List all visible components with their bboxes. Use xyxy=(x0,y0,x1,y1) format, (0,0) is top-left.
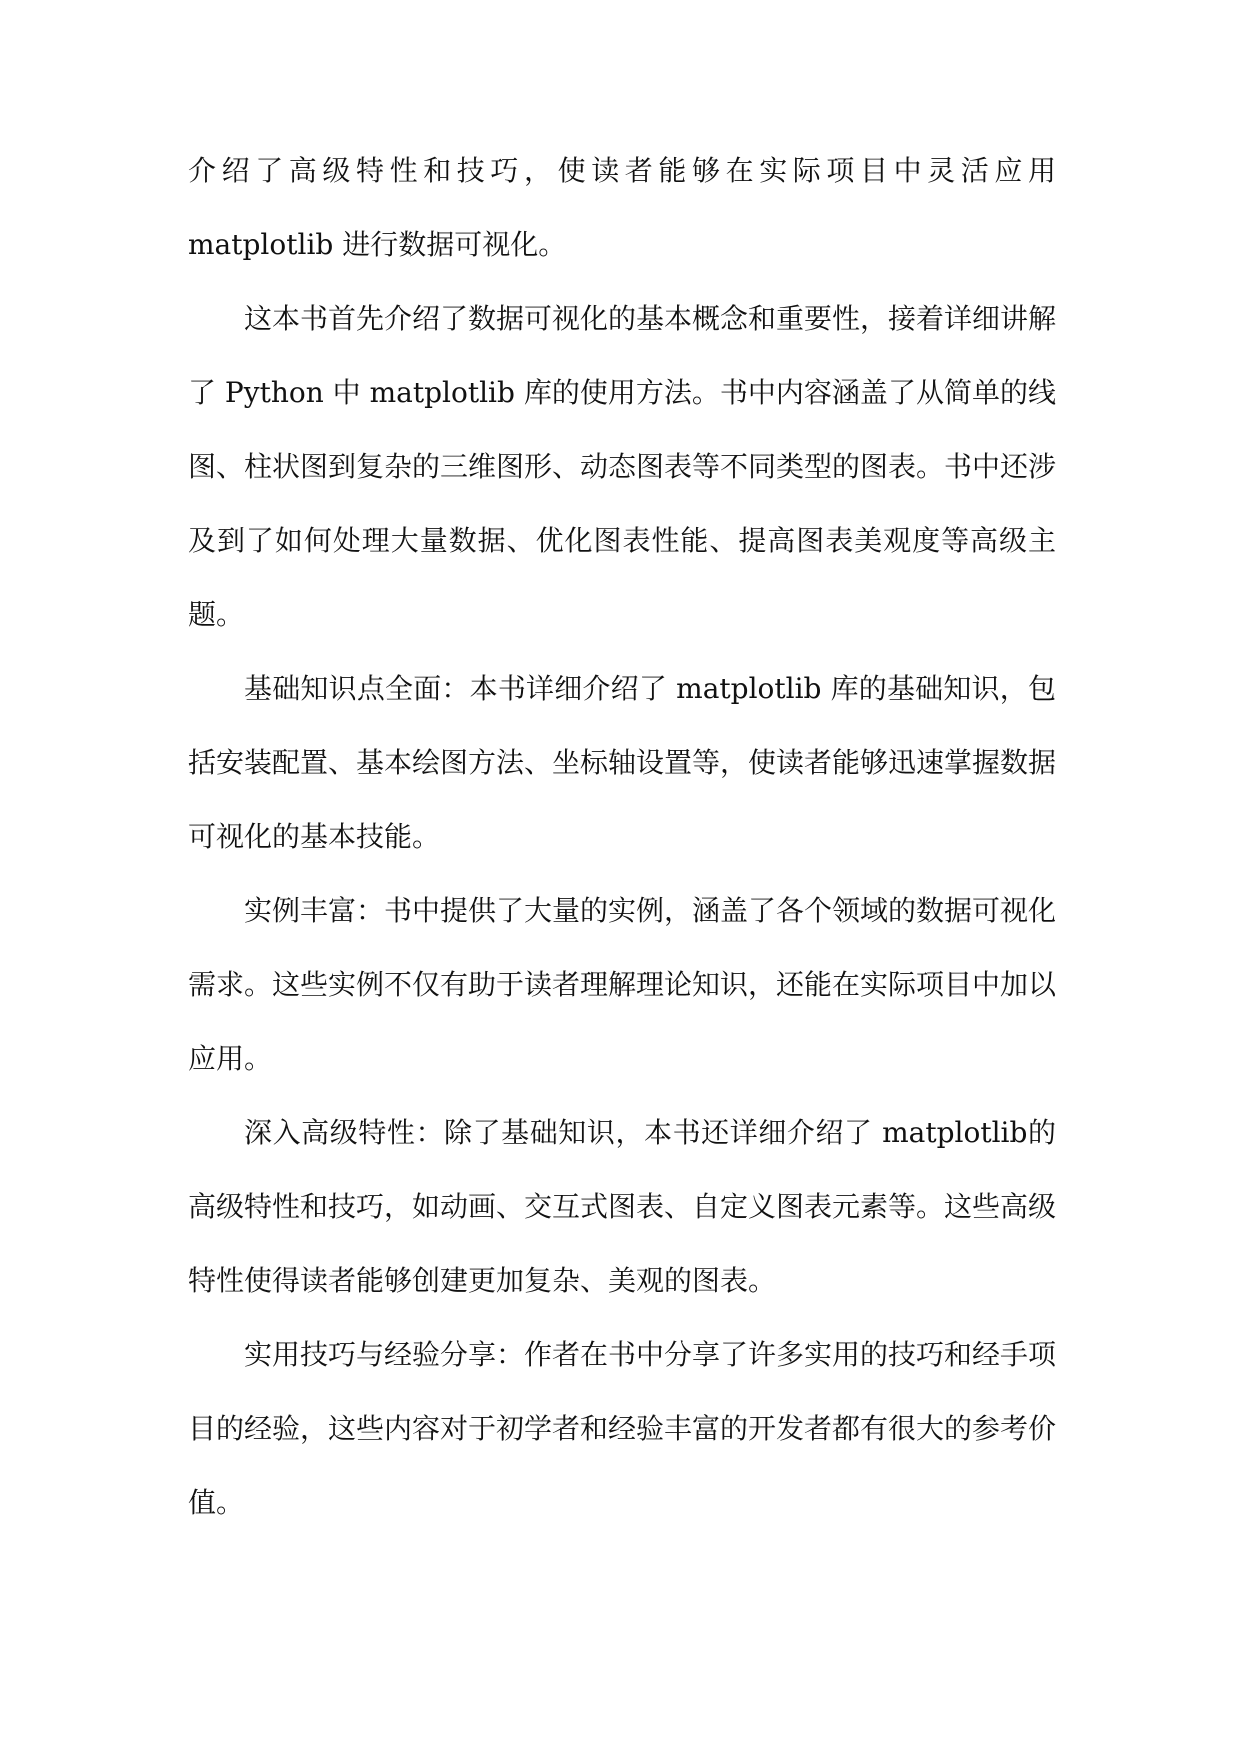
paragraph-examples: 实例丰富：书中提供了大量的实例，涵盖了各个领域的数据可视化需求。这些实例不仅有助于读者理解理论知识，还能在实际项目中加以应用。 xyxy=(188,894,1057,1075)
paragraph-continuation: 介绍了高级特性和技巧，使读者能够在实际项目中灵活应用matplotlib 进行数据可视化。 xyxy=(188,154,1056,261)
paragraph-basics: 基础知识点全面：本书详细介绍了 matplotlib 库的基础知识，包括安装配置、基本绘图方法、坐标轴设置等，使读者能够迅速掌握数据可视化的基本技能。 xyxy=(188,672,1057,853)
document-body xyxy=(188,134,1056,1540)
paragraph-tips-experience: 实用技巧与经验分享：作者在书中分享了许多实用的技巧和经手项目的经验，这些内容对于初学者和经验丰富的开发者都有很大的参考价值。 xyxy=(188,1338,1057,1519)
paragraph-advanced-features: 深入高级特性：除了基础知识，本书还详细介绍了 matplotlib的高级特性和技巧，如动画、交互式图表、自定义图表元素等。这些高级特性使得读者能够创建更加复杂、美观的图表。 xyxy=(188,1116,1057,1297)
paragraph-book-overview: 这本书首先介绍了数据可视化的基本概念和重要性，接着详细讲解了 Python 中 matplotlib 库的使用方法。书中内容涵盖了从简单的线图、柱状图到复杂的三维图形、动态图表等不同类型的图表。书中还涉及到了如何处理大量数据、优化图表性能、提高图表美观度等高级主题。 xyxy=(188,302,1057,631)
